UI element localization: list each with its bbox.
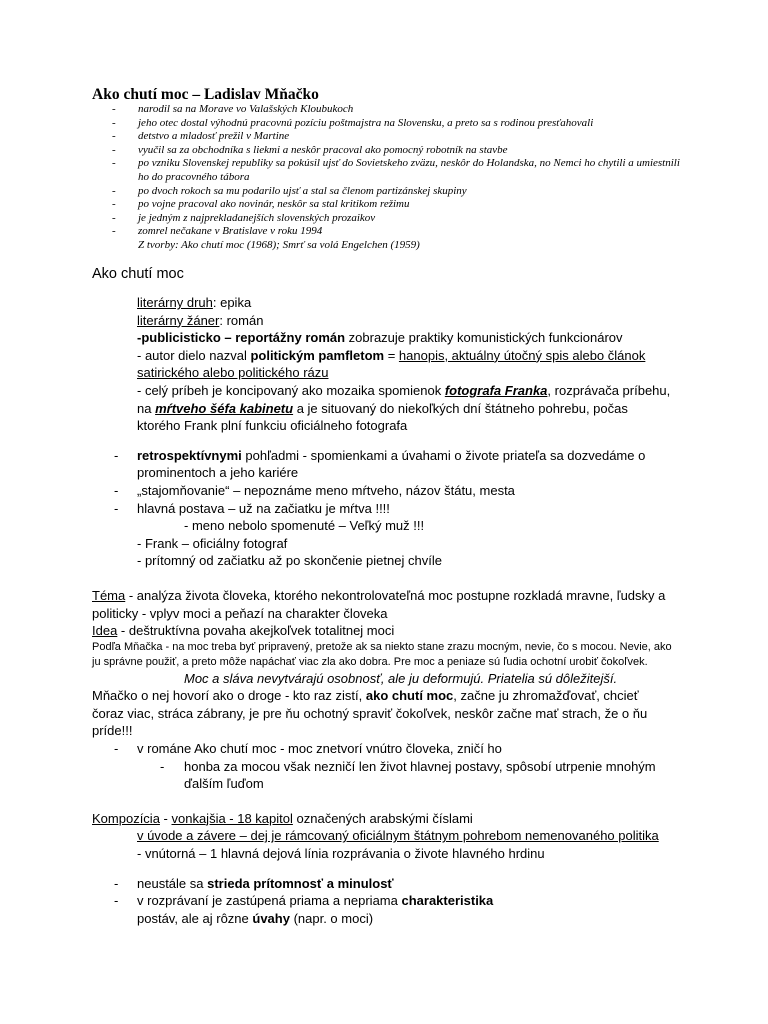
list-item: - v románe Ako chutí moc - moc znetvorí vnútro človeka, zničí ho [114, 741, 502, 757]
literary-type-line: literárny druh: epika [137, 295, 252, 310]
present-line: - prítomný od začiatku až po skončenie pietnej chvíle [137, 553, 442, 569]
main-content [92, 294, 674, 927]
list-item: - „stajomňovanie“ – nepoznáme meno mŕtveho, názov štátu, mesta [114, 482, 515, 498]
list-item: - jeho otec dostal výhodnú pracovnú pozíciu poštmajstra na Slovensku, a preto sa s rodinou presťahovali [112, 116, 594, 129]
theme-line: Téma - analýza života človeka, ktorého nekontrolovateľná moc postupne rozkladá mravne, ľudsky a politicky - vplyv moci a peňazí na charakter človeka [92, 587, 666, 621]
document-title: Ako chutí moc – Ladislav Mňačko [92, 86, 319, 103]
idea-line: Idea - deštruktívna povaha akejkoľvek totalitnej moci [92, 623, 395, 639]
list-item: - honba za mocou však nezničí len život hlavnej postavy, spôsobí utrpenie mnohým ďalším ľuďom [160, 758, 656, 792]
list-item: - je jedným z najprekladanejších slovenských prozaikov [112, 211, 376, 224]
list-item: - po vojne pracoval ako novinár, neskôr sa stal kritikom režimu [112, 198, 410, 211]
list-dash: - [112, 130, 116, 143]
drug-line: Mňačko o nej hovorí ako o droge - kto raz zistí, ako chutí moc, začne ju zhromažďovať, chcieť čoraz viac, stráca zábrany, je pre ňu ochotný spraviť čokoľvek, neskôr začne mať strach, že o ňu príde!!! [92, 688, 648, 739]
section-title: Ako chutí moc [92, 266, 184, 282]
list-item: - narodil sa na Morave vo Valašských Kloubukoch [112, 103, 354, 115]
mosaic-line: - celý príbeh je koncipovaný ako mozaika spomienok fotografa Franka, rozprávača príbehu, na mŕtveho šéfa kabinetu a je situovaný do niekoľkých dní štátneho pohrebu, počas ktorého Frank plní funkciu oficiálneho fotografa [137, 382, 671, 434]
list-dash: - [112, 198, 116, 211]
list-item: - po dvoch rokoch sa mu podarilo ujsť a stal sa členom partizánskej skupiny [112, 184, 467, 197]
list-item: - neustále sa strieda prítomnosť a minulosť [114, 875, 394, 891]
works-line: Z tvorby: Ako chutí moc (1968); Smrť sa volá Engelchen (1959) [138, 238, 420, 251]
list-dash: - [112, 184, 116, 197]
name-line: - meno nebolo spomenuté – Veľký muž !!! [184, 518, 425, 534]
list-dash: - [112, 116, 116, 129]
list-item: - detstvo a mladosť prežil v Martine [112, 130, 290, 143]
author-opinion: Podľa Mňačka - na moc treba byť pripravený, pretože ak sa niekto stane zrazu mocným, nevie, čo s mocou. Nevie, ako ju správne použiť, a preto môže napáchať viac zla ako dobra. Pre moc a peniaze sú ľudia ochotní urobiť čokoľvek. [92, 640, 672, 668]
list-dash: - [112, 103, 116, 115]
quote-line: Moc a sláva nevytvárajú osobnosť, ale ju deformujú. Priatelia sú dôležitejší. [184, 670, 618, 686]
list-item: - po vzniku Slovenskej republiky sa pokúsil ujsť do Sovietskeho zväzu, neskôr do Holandska, no Nemci ho chytili a umiestnili ho do pracovného tábora [112, 157, 680, 183]
composition-line: Kompozícia - vonkajšia - 18 kapitol označených arabskými číslami [92, 810, 473, 826]
biography-list [112, 103, 692, 253]
publicistic-line: -publicisticko – reportážny román zobrazuje praktiky komunistických funkcionárov [137, 330, 623, 346]
frank-line: - Frank – oficiálny fotograf [137, 535, 288, 551]
list-dash: - [112, 225, 116, 238]
list-item: - zomrel nečakane v Bratislave v roku 1994 [112, 225, 323, 238]
list-item: - vyučil sa za obchodníka s liekmi a neskôr pracoval ako pomocný robotník na stavbe [112, 143, 508, 156]
list-item: - retrospektívnymi pohľadmi - spomienkami a úvahami o živote priateľa sa dozvedáme o prominentoch a jeho kariére [114, 447, 646, 481]
inner-line: - vnútorná – 1 hlavná dejová línia rozprávania o živote hlavného hrdinu [137, 846, 545, 862]
list-item: - v rozprávaní je zastúpená priama a nepriama charakteristika postáv, ale aj rôzne úvahy (napr. o moci) [114, 893, 494, 926]
list-dash: - [112, 143, 116, 156]
list-dash: - [112, 157, 116, 170]
frame-line: v úvode a závere – dej je rámcovaný oficiálnym štátnym pohrebom nemenovaného politika [137, 828, 659, 844]
pamphlet-line: - autor dielo nazval politickým pamfletom = hanopis, aktuálny útočný spis alebo článok satirického alebo politického rázu [137, 347, 646, 381]
literary-genre-line: literárny žáner: román [137, 312, 264, 328]
list-dash: - [112, 211, 116, 224]
list-item: - hlavná postava – už na začiatku je mŕtva !!!! [114, 500, 390, 516]
